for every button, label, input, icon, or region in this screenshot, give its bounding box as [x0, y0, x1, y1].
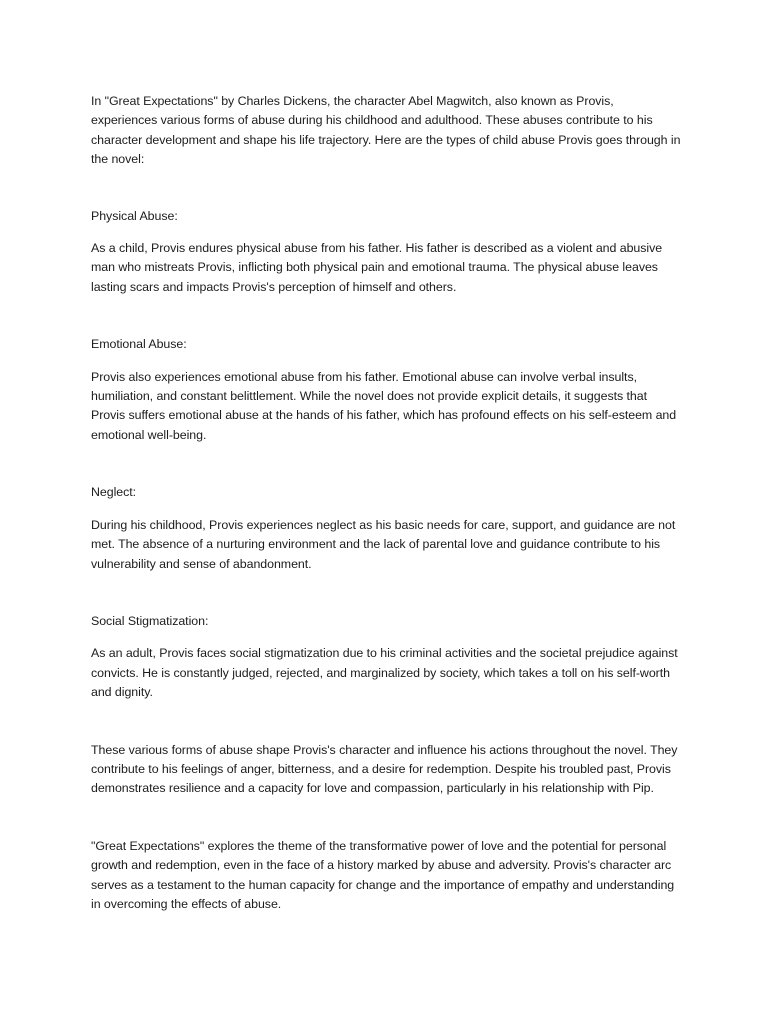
paragraph-physical-abuse: As a child, Provis endures physical abuse from his father. His father is described as a violent and abusive man who mistreats Provis, inflicting both physical pain and emotional trauma. The physical abuse leaves lasting scars and impacts Provis's perception of himself and others.: [91, 241, 663, 294]
conclusion-paragraph: These various forms of abuse shape Provis's character and influence his actions throughout the novel. They contribute to his feelings of anger, bitterness, and a desire for redemption. Despite his troubled past, Provis demonstrates resilience and a capacity for love and compassion, particularly in his relationship with Pip.: [91, 742, 678, 796]
paragraph-emotional-abuse: Provis also experiences emotional abuse from his father. Emotional abuse can involve verbal insults, humiliation, and constant belittlement. While the novel does not provide explicit details, it suggests that Provis suffers emotional abuse at the hands of his father, which has profound effects on his self-esteem and emotional well-being.: [91, 369, 677, 442]
paragraph-neglect: During his childhood, Provis experiences neglect as his basic needs for care, support, and guidance are not met. The absence of a nurturing environment and the lack of parental love and guidance contribute to his vulnerability and sense of abandonment.: [91, 517, 676, 571]
paragraph-social-stigmatization: As an adult, Provis faces social stigmatization due to his criminal activities and the societal prejudice against convicts. He is constantly judged, rejected, and marginalized by society, which takes a toll on his self-worth and dignity.: [91, 646, 678, 700]
closing-paragraph: "Great Expectations" explores the theme of the transformative power of love and the potential for personal growth and redemption, even in the face of a history marked by abuse and adversity. Provis's character arc serves as a testament to the human capacity for change and the importance of empathy and understanding in overcoming the effects of abuse.: [91, 838, 675, 911]
heading-physical-abuse: Physical Abuse:: [91, 208, 178, 223]
intro-paragraph: In "Great Expectations" by Charles Dickens, the character Abel Magwitch, also known as Provis, experiences various forms of abuse during his childhood and adulthood. These abuses contribute to his character development and shape his life trajectory. Here are the types of child abuse Provis goes through in the novel:: [91, 94, 681, 167]
heading-social-stigmatization: Social Stigmatization:: [91, 613, 209, 628]
heading-neglect: Neglect:: [91, 485, 137, 500]
heading-emotional-abuse: Emotional Abuse:: [91, 337, 187, 352]
